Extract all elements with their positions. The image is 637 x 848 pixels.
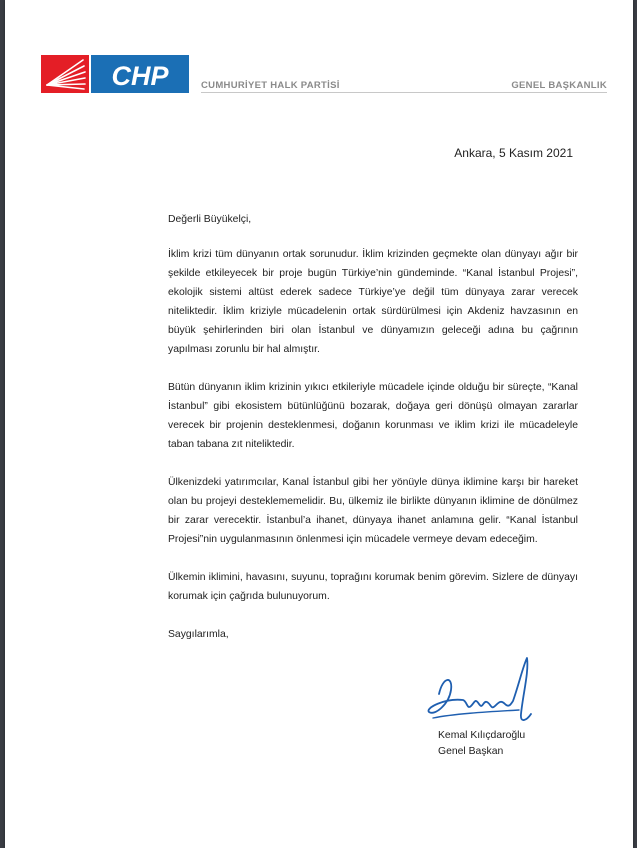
department-name: GENEL BAŞKANLIK [511,80,607,91]
paragraph-3: Ülkenizdeki yatırımcılar, Kanal İstanbul gibi her yönüyle dünya iklimine karşı bir hareket olan bu projeyi desteklememelidir. Bu, ülkemiz ile birlikte dünyanın iklimine de dönülmez bir zarar verecektir. İstanbul’a ihanet, dünyaya ihanet anlamına gelir. “Kanal İstanbul Projesi”nin uygulanmasının önlenmesi için mücadele vermeye devam edeceğim. [168,477,578,545]
handwritten-signature [423,654,543,739]
signer-block [438,728,525,760]
chp-logo [41,55,189,93]
organization-name: CUMHURİYET HALK PARTİSİ [201,80,340,91]
paragraph-2: Bütün dünyanın iklim krizinin yıkıcı etkileriyle mücadele içinde olduğu bir süreçte, “Kanal İstanbul” gibi ekosistem bütünlüğünü bozarak, doğaya geri dönüşü olmayan zararlar verecek bir projenin desteklenmesi, doğanın korunması ve iklim krizi ile mücadeleyle taban tabana zıt niteliktedir. [168,382,578,450]
paragraph-4: Ülkemin iklimini, havasını, suyunu, toprağını korumak benim görevim. Sizlere de dünyayı korumak için çağrıda bulunuyorum. [168,572,578,602]
letter-body [168,210,578,644]
letter-page [5,0,633,848]
letter-date: Ankara, 5 Kasım 2021 [454,146,573,160]
signer-title: Genel Başkan [438,746,504,757]
signer-name: Kemal Kılıçdaroğlu [438,730,526,741]
paragraph-1: İklim krizi tüm dünyanın ortak sorunudur. İklim krizinden geçmekte olan dünyayı ağır bir şekilde etkileyecek bir proje bugün Türkiye’nin gündeminde. “Kanal İstanbul Projesi”, ekolojik sistemi altüst ederek sadece Türkiye’ye değil tüm dünyaya zarar verecek niteliktedir. İklim kriziyle mücadelenin ortak sürdürülmesi için Akdeniz havzasının en büyük şehirlerinden biri olan İstanbul ve dünyamızın geleceği adına bu çağrının yapılması zorunlu bir hal almıştır. [168,249,578,355]
header-divider [201,92,607,93]
salutation: Değerli Büyükelçi, [168,214,252,225]
logo-text: CHP [111,61,169,91]
closing: Saygılarımla, [168,629,229,640]
